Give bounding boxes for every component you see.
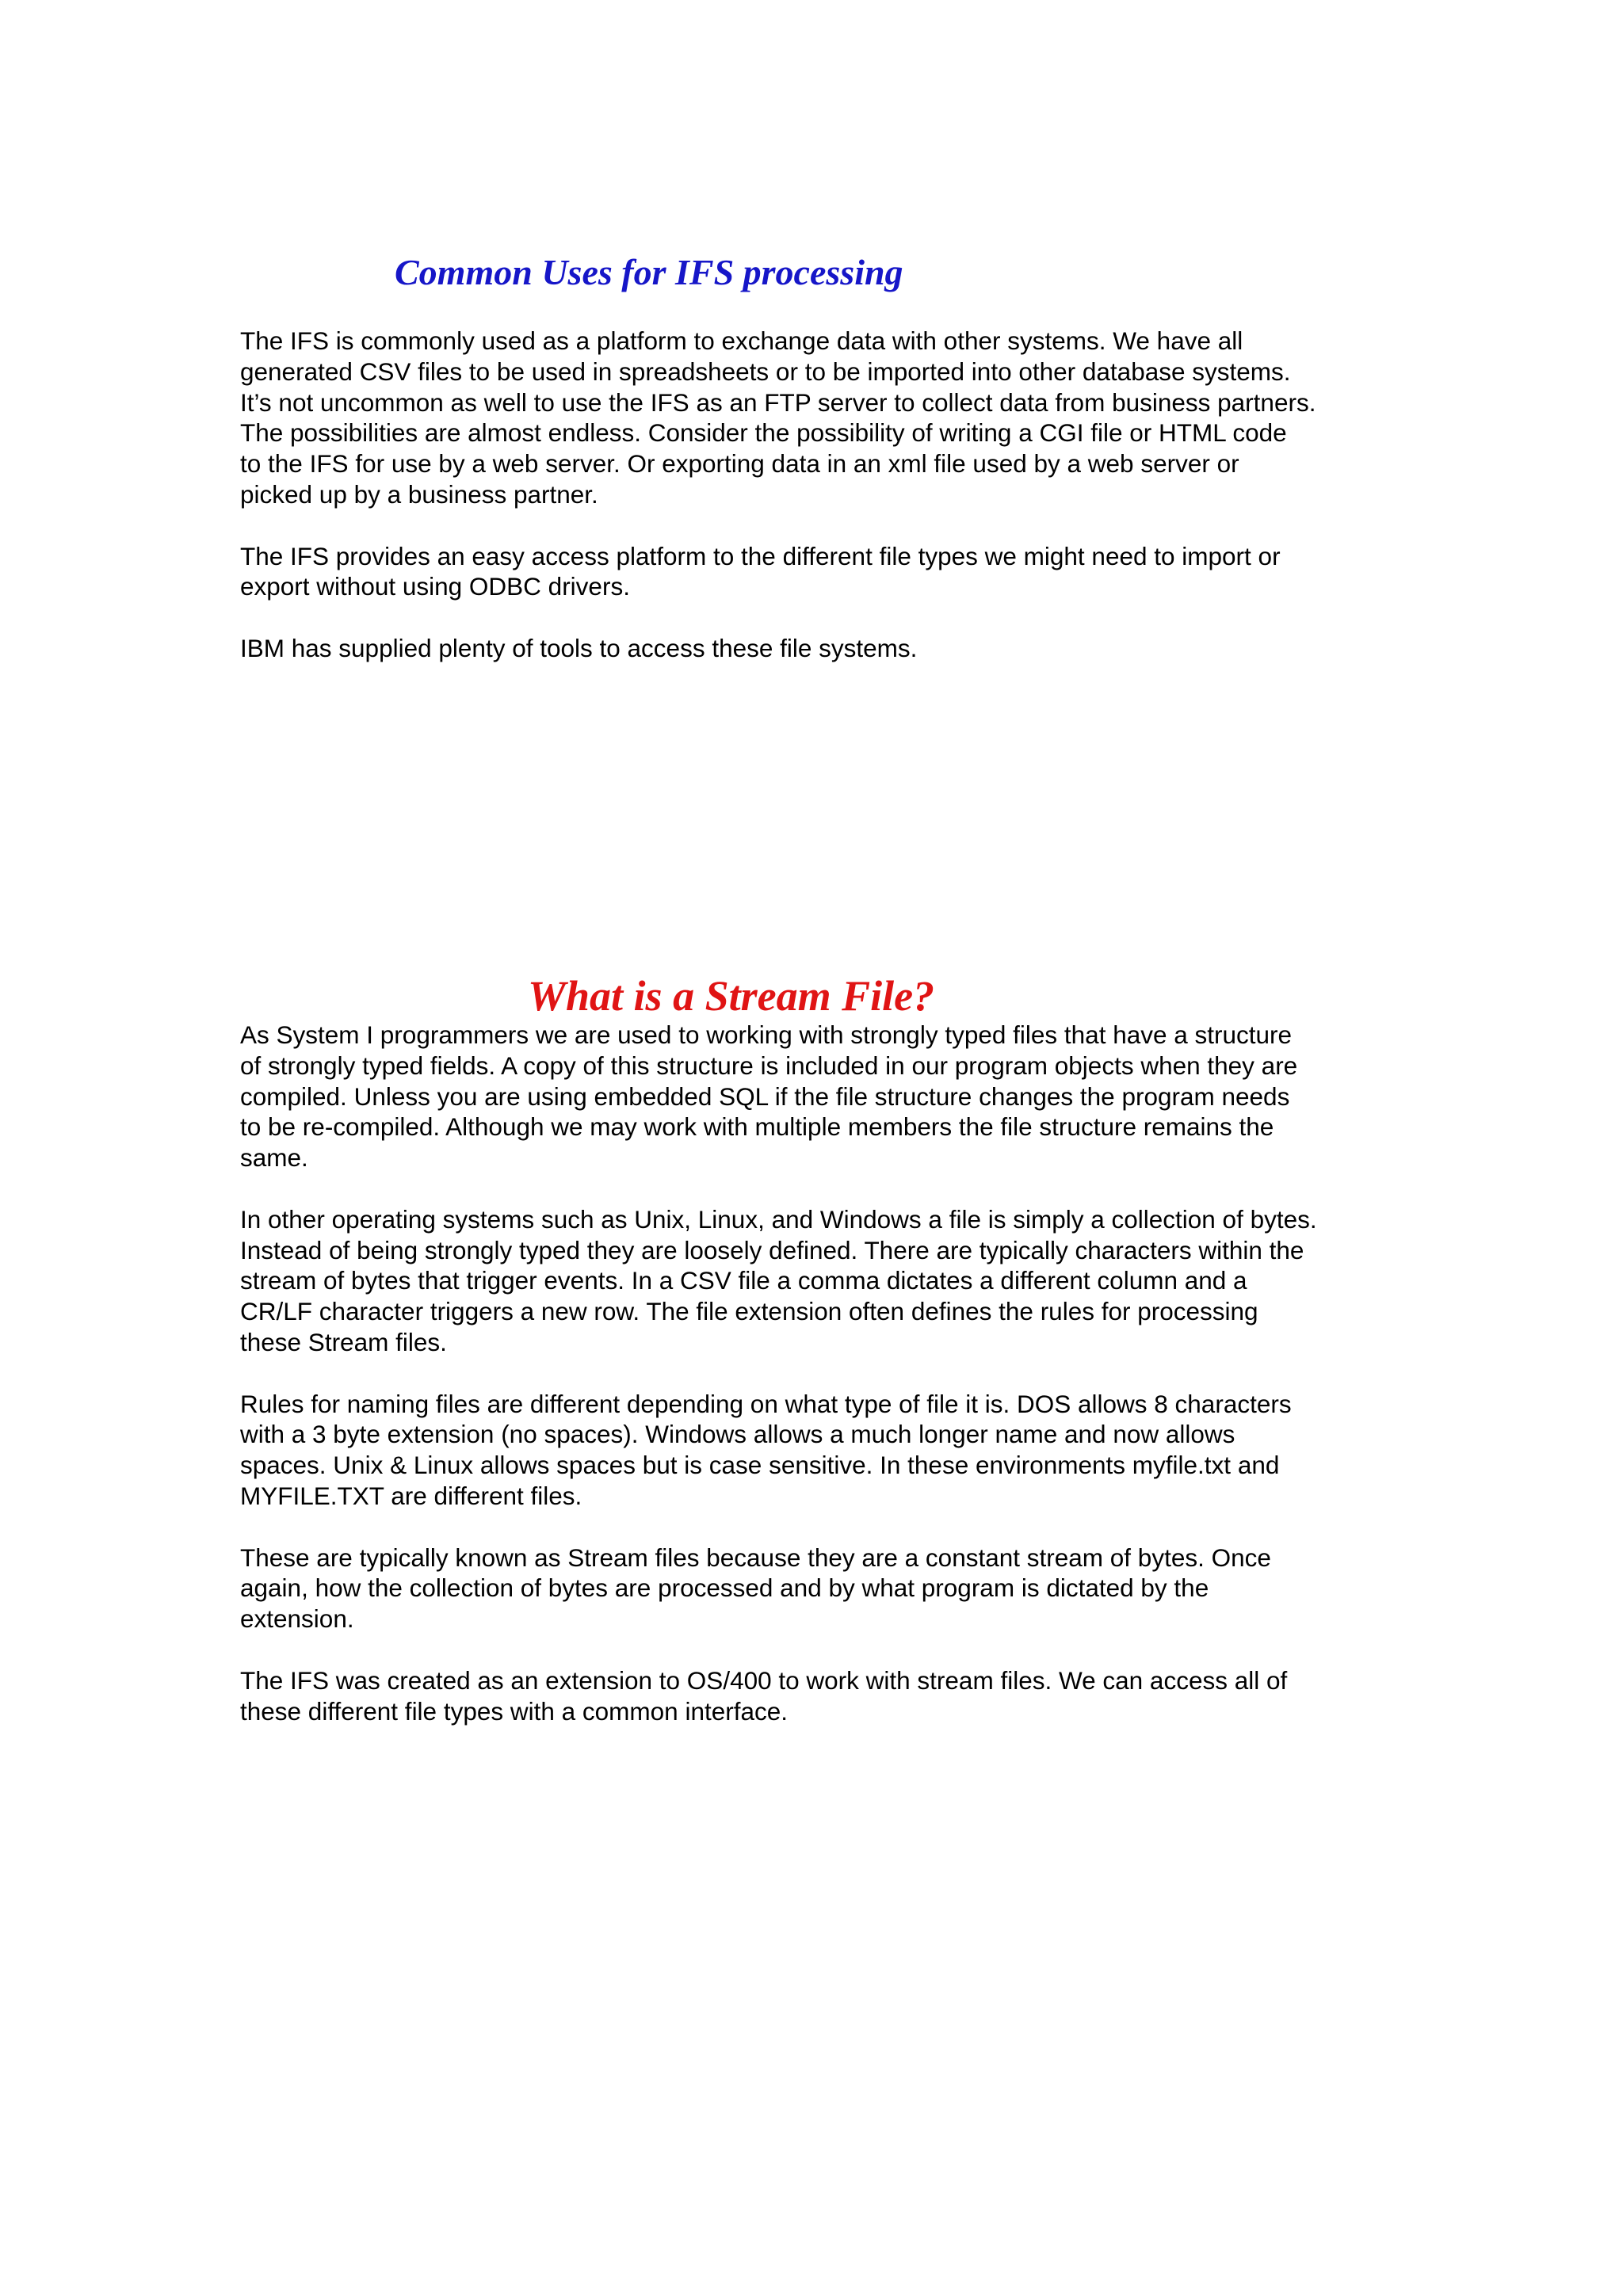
text-line: picked up by a business partner.: [240, 479, 598, 509]
text-line: with a 3 byte extension (no spaces). Windows allows a much longer name and now allows: [240, 1420, 1235, 1449]
text-line: generated CSV files to be used in spreadsheets or to be imported into other database systems.: [240, 357, 1291, 386]
text-line: The IFS provides an easy access platform to the different file types we might need to import or: [240, 541, 1281, 570]
text-line: Rules for naming files are different depending on what type of file it is. DOS allows 8 characters: [240, 1389, 1292, 1418]
text-line: CR/LF character triggers a new row. The file extension often defines the rules for processing: [240, 1297, 1258, 1326]
text-line: The IFS is commonly used as a platform to exchange data with other systems. We have all: [240, 326, 1243, 355]
text-line: It’s not uncommon as well to use the IFS as an FTP server to collect data from business partners.: [240, 387, 1316, 417]
text-line: again, how the collection of bytes are processed and by what program is dictated by the: [240, 1573, 1209, 1603]
text-line: same.: [240, 1143, 308, 1173]
paragraph: [240, 326, 1413, 510]
paragraph: [240, 1389, 1413, 1512]
text-line: These are typically known as Stream files because they are a constant stream of bytes. Once: [240, 1543, 1271, 1572]
text-line: In other operating systems such as Unix, Linux, and Windows a file is simply a collection of bytes.: [240, 1204, 1317, 1234]
text-line: IBM has supplied plenty of tools to access these file systems.: [240, 633, 918, 662]
paragraph: [240, 1665, 1413, 1727]
text-line: Instead of being strongly typed they are loosely defined. There are typically characters within the: [240, 1235, 1304, 1264]
paragraph: [240, 1543, 1413, 1634]
text-line: spaces. Unix & Linux allows spaces but is case sensitive. In these environments myfile.txt and: [240, 1451, 1280, 1480]
text-line: The IFS was created as an extension to OS/400 to work with stream files. We can access all of: [240, 1665, 1288, 1695]
text-line: to be re-compiled. Although we may work with multiple members the file structure remains the: [240, 1112, 1274, 1142]
paragraph: [240, 1204, 1413, 1358]
text-line: these Stream files.: [240, 1327, 447, 1356]
text-line: extension.: [240, 1604, 354, 1634]
paragraph: [240, 1020, 1413, 1173]
paragraph: [240, 541, 1413, 603]
text-line: to the IFS for use by a web server. Or exporting data in an xml file used by a web server or: [240, 449, 1239, 479]
text-line: compiled. Unless you are using embedded SQL if the file structure changes the program needs: [240, 1081, 1290, 1111]
text-line: As System I programmers we are used to working with strongly typed files that have a structure: [240, 1020, 1293, 1049]
text-line: MYFILE.TXT are different files.: [240, 1481, 582, 1510]
paragraph: [240, 633, 1413, 664]
text-line: these different file types with a common interface.: [240, 1696, 789, 1726]
section-heading-common-uses: Common Uses for IFS processing: [395, 252, 903, 292]
text-line: of strongly typed fields. A copy of this structure is included in our program objects when they are: [240, 1051, 1298, 1080]
text-line: stream of bytes that trigger events. In a CSV file a comma dictates a different column and a: [240, 1266, 1247, 1295]
section-body-stream-file: [240, 1020, 1413, 1726]
section-heading-stream-file: What is a Stream File?: [528, 972, 935, 1020]
text-line: export without using ODBC drivers.: [240, 572, 630, 601]
text-line: The possibilities are almost endless. Consider the possibility of writing a CGI file or HTML code: [240, 418, 1287, 448]
section-body-common-uses: [240, 326, 1413, 664]
